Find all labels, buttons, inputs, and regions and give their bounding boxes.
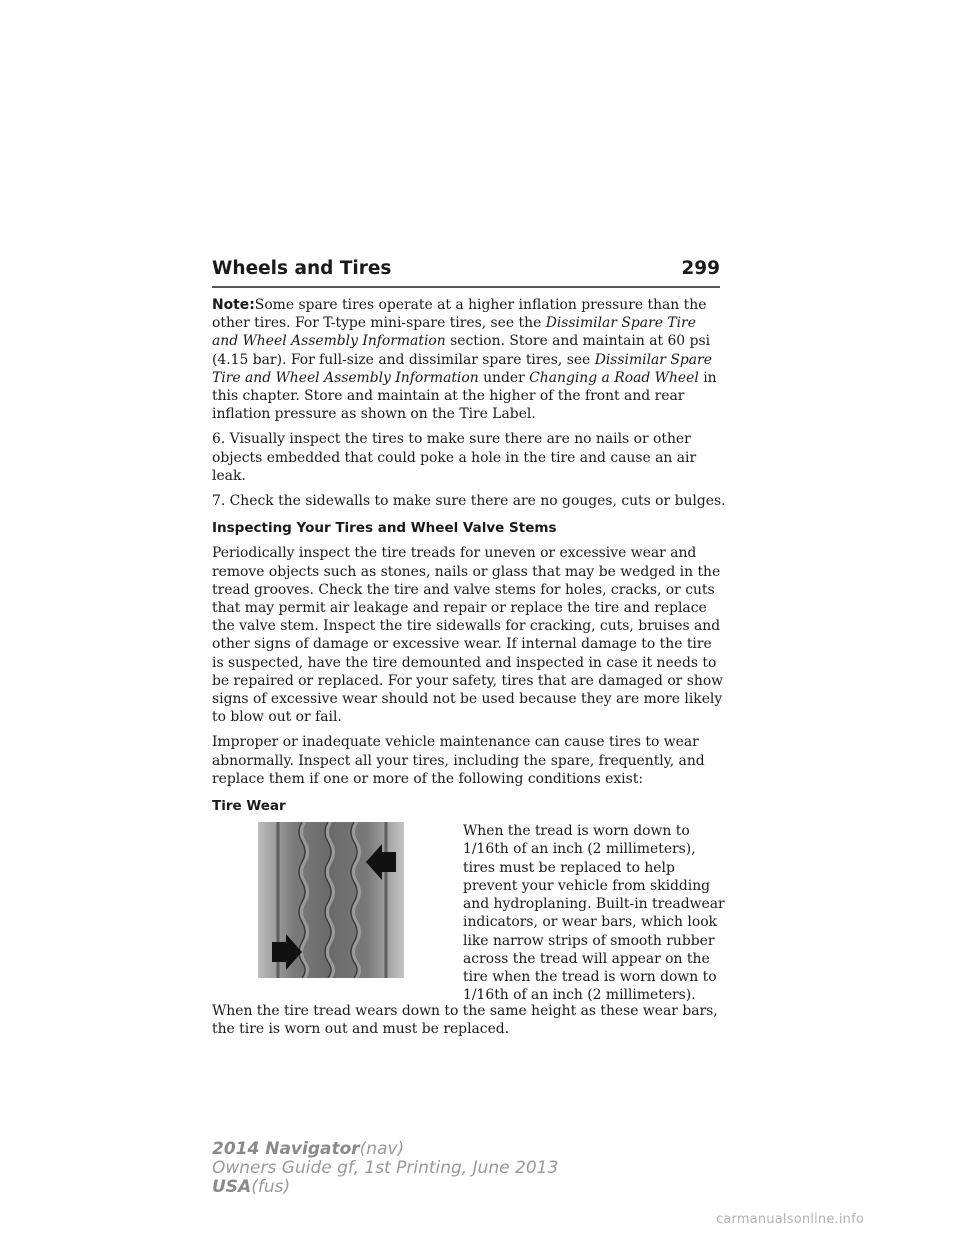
tire-wear-heading: Tire Wear	[212, 798, 286, 815]
page-content	[212, 296, 726, 1046]
tire-wear-figure-row	[212, 822, 726, 1004]
tire-tread-illustration	[258, 822, 404, 978]
footer-line-2: Owners Guide gf, 1st Printing, June 2013	[212, 1158, 559, 1178]
tire-wear-description: When the tread is worn down to 1/16th of an inch (2 millimeters), tires must be replaced to help prevent your vehicle from skidding and hydroplaning. Built-in treadwear indicators, or wear bars, which look like narrow strips of smooth rubber across the tread will appear on the tire when the tread is worn down to 1/16th of an inch (2 millimeters).	[463, 823, 725, 1004]
step-7: 7. Check the sidewalls to make sure there are no gouges, cuts or bulges.	[212, 493, 726, 510]
note-label: Note:	[212, 297, 255, 313]
footer-line-3: USA(fus)	[212, 1177, 291, 1197]
xref-changing-road-wheel: Changing a Road Wheel	[529, 369, 699, 386]
page-footer	[212, 1140, 558, 1197]
page-header	[212, 258, 720, 288]
inspecting-heading: Inspecting Your Tires and Wheel Valve Stems	[212, 520, 557, 537]
inspecting-paragraph-1: Periodically inspect the tire treads for uneven or excessive wear and remove objects such as stones, nails or glass that may be wedged in the tread grooves. Check the tire and valve stems for holes, cracks, or cuts that may permit air leakage and repair or replace the tire and replace the valve stem. Inspect the tire sidewalls for cracking, cuts, bruises and other signs of damage or excessive wear. If internal damage to the tire is suspected, have the tire demounted and inspected in case it needs to be repaired or replaced. For your safety, tires that are damaged or show signs of excessive wear should not be used because they are more likely to blow out or fail.	[212, 545, 724, 726]
note-paragraph: Note:Some spare tires operate at a higher inflation pressure than the other tires. For T-type mini-spare tires, see the Dissimilar Spare Tire and Wheel Assembly Information section. Store and maintain at 60 psi (4.15 bar). For full-size and dissimilar spare tires, see Dissimilar Spare Tire and Wheel Assembly Information under Changing a Road Wheel in this chapter. Store and maintain at the higher of the front and rear inflation pressure as shown on the Tire Label.	[212, 297, 717, 423]
xref-dissimilar-spare-2: Dissimilar Spare Tire and Wheel Assembly Information	[212, 351, 712, 386]
footer-line-1: 2014 Navigator(nav)	[212, 1139, 405, 1159]
section-title: Wheels and Tires	[212, 258, 392, 279]
inspecting-paragraph-2: Improper or inadequate vehicle maintenance can cause tires to wear abnormally. Inspect all your tires, including the spare, frequently, and replace them if one or more of the following conditions exist:	[212, 734, 705, 787]
step-6: 6. Visually inspect the tires to make sure there are no nails or other objects embedded that could poke a hole in the tire and cause an air leak.	[212, 431, 697, 484]
page-number: 299	[681, 258, 720, 279]
xref-dissimilar-spare: Dissimilar Spare Tire and Wheel Assembly Information	[212, 315, 696, 350]
tire-wear-after: When the tire tread wears down to the same height as these wear bars, the tire is worn out and must be replaced.	[212, 1003, 718, 1038]
watermark: carmanualsonline.info	[716, 1212, 865, 1227]
